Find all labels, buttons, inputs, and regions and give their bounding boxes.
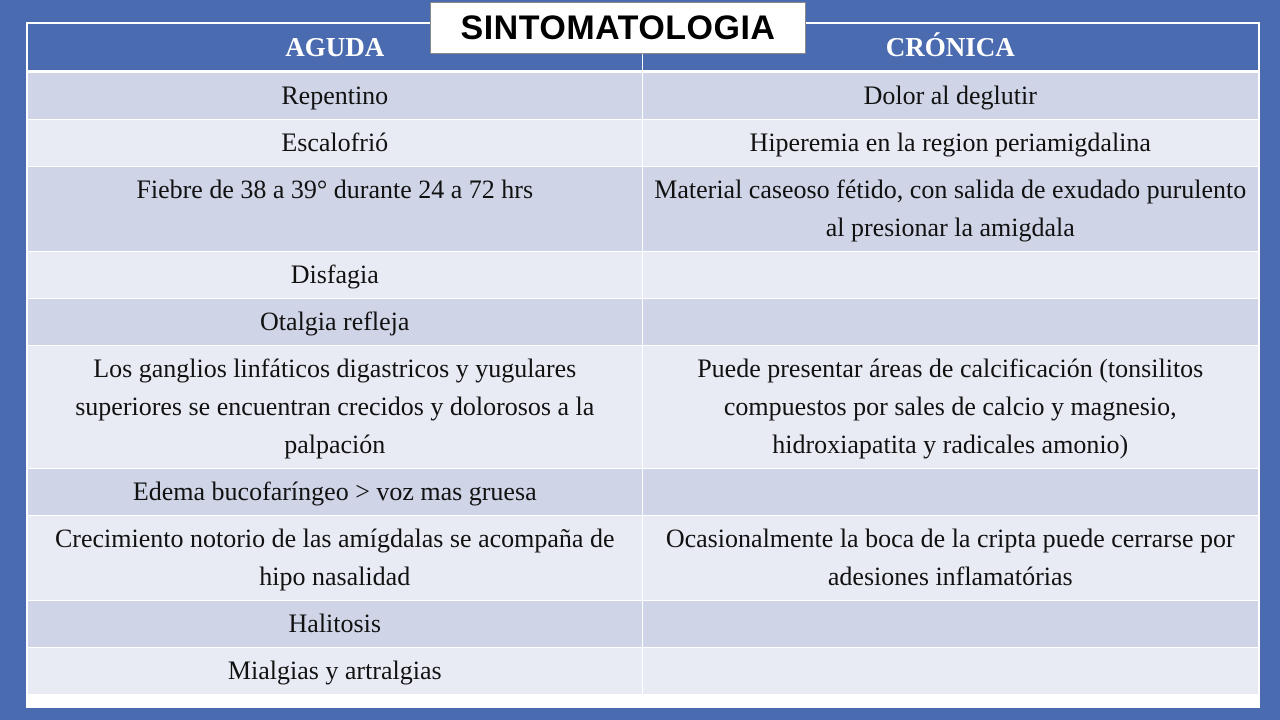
table-row <box>28 648 1258 695</box>
header-aguda: AGUDA <box>28 24 642 72</box>
cell-cronica: Dolor al deglutir <box>642 72 1258 120</box>
cell-cronica <box>642 252 1258 299</box>
cell-cronica: Material caseoso fétido, con salida de exudado purulento al presionar la amigdala <box>642 167 1258 252</box>
cell-aguda: Mialgias y artralgias <box>28 648 642 695</box>
cell-aguda: Halitosis <box>28 601 642 648</box>
cell-aguda: Edema bucofaríngeo > voz mas gruesa <box>28 469 642 516</box>
table-row <box>28 299 1258 346</box>
table-row <box>28 601 1258 648</box>
cell-cronica: Puede presentar áreas de calcificación (tonsilitos compuestos por sales de calcio y magnesio, hidroxiapatita y radicales amonio) <box>642 346 1258 469</box>
cell-cronica <box>642 648 1258 695</box>
table-row <box>28 346 1258 469</box>
header-cronica: CRÓNICA <box>642 24 1258 72</box>
cell-aguda: Crecimiento notorio de las amígdalas se acompaña de hipo nasalidad <box>28 516 642 601</box>
slide-title: SINTOMATOLOGIA <box>430 2 806 54</box>
cell-aguda: Fiebre de 38 a 39° durante 24 a 72 hrs <box>28 167 642 252</box>
cell-cronica: Hiperemia en la region periamigdalina <box>642 120 1258 167</box>
table-row <box>28 120 1258 167</box>
table-row <box>28 72 1258 120</box>
cell-cronica <box>642 601 1258 648</box>
cell-cronica: Ocasionalmente la boca de la cripta puede cerrarse por adesiones inflamatórias <box>642 516 1258 601</box>
table-row <box>28 516 1258 601</box>
table-row <box>28 167 1258 252</box>
cell-cronica <box>642 469 1258 516</box>
cell-aguda: Repentino <box>28 72 642 120</box>
table-row <box>28 252 1258 299</box>
cell-cronica <box>642 299 1258 346</box>
symptoms-table <box>28 24 1258 695</box>
cell-aguda: Escalofrió <box>28 120 642 167</box>
cell-aguda: Disfagia <box>28 252 642 299</box>
cell-aguda: Otalgia refleja <box>28 299 642 346</box>
cell-aguda: Los ganglios linfáticos digastricos y yugulares superiores se encuentran crecidos y dolorosos a la palpación <box>28 346 642 469</box>
table-row <box>28 469 1258 516</box>
